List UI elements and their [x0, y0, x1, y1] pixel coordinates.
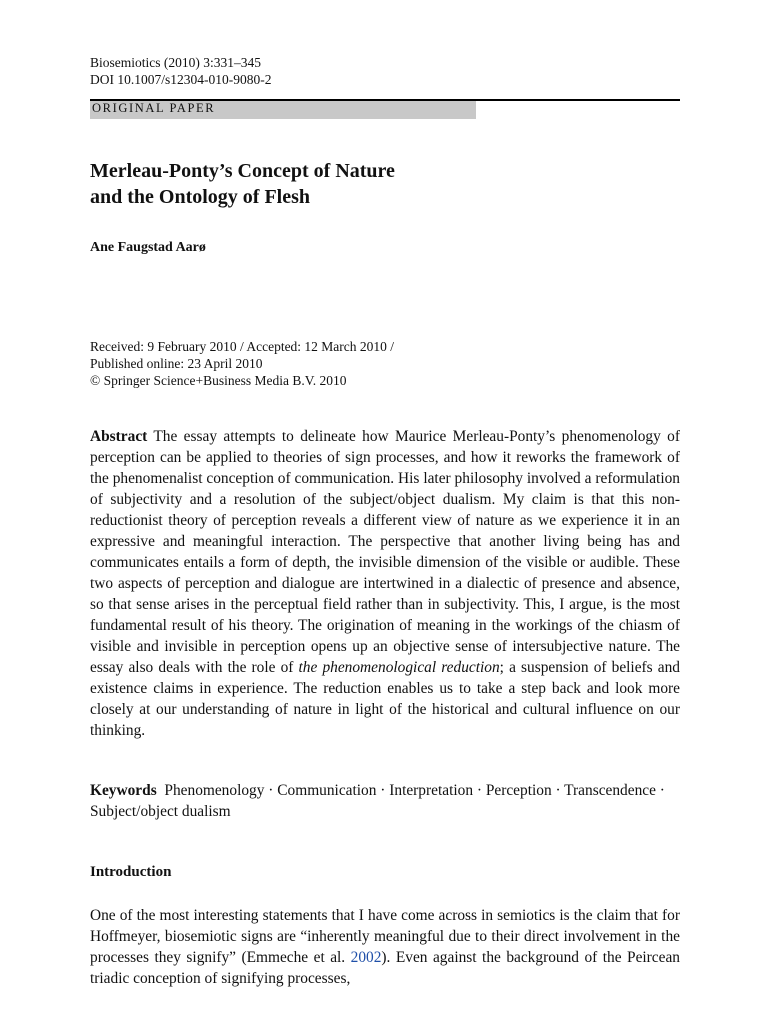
dates-received-accepted: Received: 9 February 2010 / Accepted: 12 March 2010 / [90, 339, 395, 354]
journal-doi[interactable]: DOI 10.1007/s12304-010-9080-2 [90, 72, 272, 87]
abstract-text-1: The essay attempts to delineate how Maurice Merleau-Ponty’s phenomenology of perception can be applied to theories of sign processes, and how it reworks the framework of the phenomenalist conception of communication. His later philosophy involved a reformulation of subjectivity and a resolution of the subject/object dualism. My claim is that this non-reductionist theory of perception reveals a different view of nature as we experience it in an expressive and meaningful interaction. The perspective that another living being has and communicates entails a form of depth, the invisible dimension of the visible or audible. These two aspects of perception and dialogue are intertwined in a dialectic of presence and absence, so that sense arises in the perceptual field rather than in subjectivity. This, I argue, is the most fundamental result of his theory. The origination of meaning in the workings of the chiasm of visible and invisible in perception opens up an objective sense of intersubjective nature. The essay also deals with the role of [90, 428, 680, 676]
journal-meta [90, 54, 272, 88]
keywords [90, 780, 680, 822]
author-name: Ane Faugstad Aarø [90, 240, 206, 255]
abstract-text-2: ; a suspension of beliefs and existence claims in experience. The reduction enables us to take a step back and look more closely at our understanding of nature in light of the historical and cultural influence on our thinking. [90, 659, 680, 739]
abstract-label: Abstract [90, 428, 148, 445]
journal-citation: Biosemiotics (2010) 3:331–345 [90, 55, 261, 70]
keywords-list: Phenomenology · Communication · Interpretation · Perception · Transcendence · Subject/object dualism [90, 782, 665, 820]
article-type-label: ORIGINAL PAPER [92, 101, 216, 115]
abstract [90, 426, 680, 741]
intro-text-2: ). Even against the background of the Peircean triadic conception of signifying processes, [90, 949, 680, 987]
intro-text-1: One of the most interesting statements that I have come across in semiotics is the claim that for Hoffmeyer, biosemiotic signs are “inherently meaningful due to their direct involvement in the processes they signify” (Emmeche et al. [90, 907, 680, 966]
dates-published-online: Published online: 23 April 2010 [90, 356, 263, 371]
paper-title [90, 158, 395, 210]
paper-title-line-2: and the Ontology of Flesh [90, 186, 311, 208]
abstract-italic-term: the phenomenological reduction [298, 659, 500, 676]
citation-link[interactable]: 2002 [350, 949, 382, 966]
keywords-label: Keywords [90, 782, 157, 799]
introduction-heading: Introduction [90, 864, 172, 880]
publication-dates [90, 338, 394, 389]
paper-title-line-1: Merleau-Ponty’s Concept of Nature [90, 160, 395, 182]
introduction-paragraph [90, 905, 680, 989]
copyright-line: © Springer Science+Business Media B.V. 2010 [90, 373, 347, 388]
